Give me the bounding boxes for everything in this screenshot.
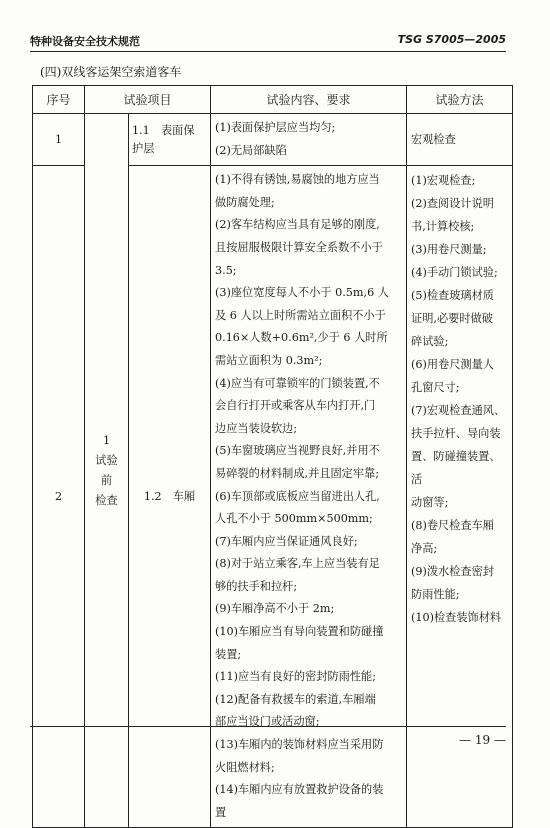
method-line: (7)宏观检查通风、 bbox=[411, 404, 506, 418]
content-line: 边应当装设软边; bbox=[215, 421, 298, 435]
method-line: 动窗等; bbox=[411, 496, 449, 510]
header-title: 特种设备安全技术规范 bbox=[30, 35, 140, 48]
content-line: (1)不得有锈蚀,易腐蚀的地方应当 bbox=[215, 173, 380, 187]
content-line: (2)客车结构应当具有足够的刚度, bbox=[215, 218, 380, 232]
content-line: 人孔不小于 500mm×500mm; bbox=[215, 512, 373, 526]
header-rule bbox=[30, 51, 506, 52]
table-row bbox=[33, 114, 513, 166]
header-code: TSG S7005—2005 bbox=[397, 33, 506, 46]
method-cell bbox=[407, 114, 513, 166]
item-group-line: 试验 bbox=[95, 453, 118, 467]
content-line: 需站立面积为 0.3m²; bbox=[215, 353, 323, 367]
method-line: (9)泼水检查密封 bbox=[411, 565, 494, 579]
method-line: 证明,必要时做破 bbox=[411, 312, 493, 326]
content-line: 易碎裂的材料制成,并且固定牢靠; bbox=[215, 466, 379, 480]
content-line: 做防腐处理; bbox=[215, 195, 275, 209]
page-number: — 19 — bbox=[459, 733, 506, 747]
item-group-cell bbox=[85, 114, 129, 828]
sub-item-cell bbox=[129, 114, 211, 166]
method-line: (10)检查装饰材料 bbox=[411, 611, 502, 625]
content-cell bbox=[211, 166, 407, 828]
content-line: (11)应当有良好的密封防雨性能; bbox=[215, 670, 377, 684]
content-line: 3.5; bbox=[215, 263, 237, 277]
method-line: (5)检查玻璃材质 bbox=[411, 289, 494, 303]
content-line: (4)应当有可靠锁牢的门锁装置,不 bbox=[215, 376, 380, 390]
content-line: (3)座位宽度每人不小于 0.5m,6 人 bbox=[215, 286, 389, 300]
item-group-line: 前 bbox=[100, 473, 113, 487]
method-line: (4)手动门锁试验; bbox=[411, 266, 498, 280]
content-line: 置 bbox=[215, 805, 227, 819]
method-line: 碎试验; bbox=[411, 335, 449, 349]
content-line: 且按屈服极限计算安全系数不小于 bbox=[215, 240, 383, 254]
row-seq: 2 bbox=[33, 166, 85, 828]
method-line: (3)用卷尺测量; bbox=[411, 243, 487, 257]
content-line: (6)车顶部或底板应当留进出人孔, bbox=[215, 489, 380, 503]
sub-item-line: 1.1 表面保 bbox=[132, 123, 195, 137]
content-line: 火阻燃材料; bbox=[215, 760, 275, 774]
method-line: 书,计算校核; bbox=[411, 220, 475, 234]
item-group-line: 检查 bbox=[95, 493, 118, 507]
method-line: (6)用卷尺测量人 bbox=[411, 358, 494, 372]
content-line: 够的扶手和拉杆; bbox=[215, 579, 298, 593]
content-line: 及 6 人以上时所需站立面积不小于 bbox=[215, 308, 386, 322]
content-line: (12)配备有救援车的索道,车厢端 bbox=[215, 692, 376, 706]
header-method: 试验方法 bbox=[407, 86, 513, 114]
content-line: (1)表面保护层应当均匀; bbox=[215, 121, 336, 134]
footer-rule bbox=[30, 726, 506, 727]
method-line: 扶手拉杆、导向装 bbox=[411, 427, 501, 441]
content-line: 装置; bbox=[215, 647, 242, 661]
content-line: 0.16×人数+0.6m²,少于 6 人时所 bbox=[215, 331, 388, 345]
sub-item-line: 1.2 车厢 bbox=[143, 489, 196, 503]
content-line: (5)车窗玻璃应当视野良好,并用不 bbox=[215, 444, 380, 458]
content-line: (8)对于站立乘客,车上应当装有足 bbox=[215, 557, 380, 571]
content-line: (14)车厢内应有放置救护设备的装 bbox=[215, 783, 384, 797]
content-line: (10)车厢应当有导向装置和防碰撞 bbox=[215, 625, 384, 639]
row-seq: 1 bbox=[33, 114, 85, 166]
content-line: (7)车厢内应当保证通风良好; bbox=[215, 534, 358, 548]
content-line: 部应当设门或活动窗; bbox=[215, 715, 320, 729]
method-line: 孔窗尺寸; bbox=[411, 381, 460, 395]
section-title: (四)双线客运架空索道客车 bbox=[40, 65, 182, 79]
content-line: (9)车厢净高不小于 2m; bbox=[215, 602, 335, 616]
content-line: (2)无局部缺陷 bbox=[215, 143, 287, 157]
header-seq: 序号 bbox=[33, 86, 85, 114]
method-line: 置、防碰撞装置、活 bbox=[411, 450, 501, 487]
method-cell bbox=[407, 166, 513, 828]
table-header-row bbox=[33, 86, 513, 114]
content-line: 会自行打开或乘客从车内打开,门 bbox=[215, 399, 376, 413]
sub-item-line: 护层 bbox=[132, 141, 155, 155]
method-line: 净高; bbox=[411, 542, 438, 556]
method-line: 防雨性能; bbox=[411, 588, 460, 602]
header-content: 试验内容、要求 bbox=[211, 86, 407, 114]
content-line: (13)车厢内的装饰材料应当采用防 bbox=[215, 738, 384, 752]
inspection-table bbox=[32, 85, 513, 828]
method-line: (1)宏观检查; bbox=[411, 174, 476, 188]
item-group-line: 1 bbox=[102, 433, 111, 447]
method-line: 宏观检查 bbox=[411, 133, 456, 147]
header-item: 试验项目 bbox=[85, 86, 211, 114]
method-line: (2)查阅设计说明 bbox=[411, 197, 494, 211]
sub-item-cell bbox=[129, 166, 211, 828]
content-cell bbox=[211, 114, 407, 166]
method-line: (8)卷尺检查车厢 bbox=[411, 519, 494, 533]
